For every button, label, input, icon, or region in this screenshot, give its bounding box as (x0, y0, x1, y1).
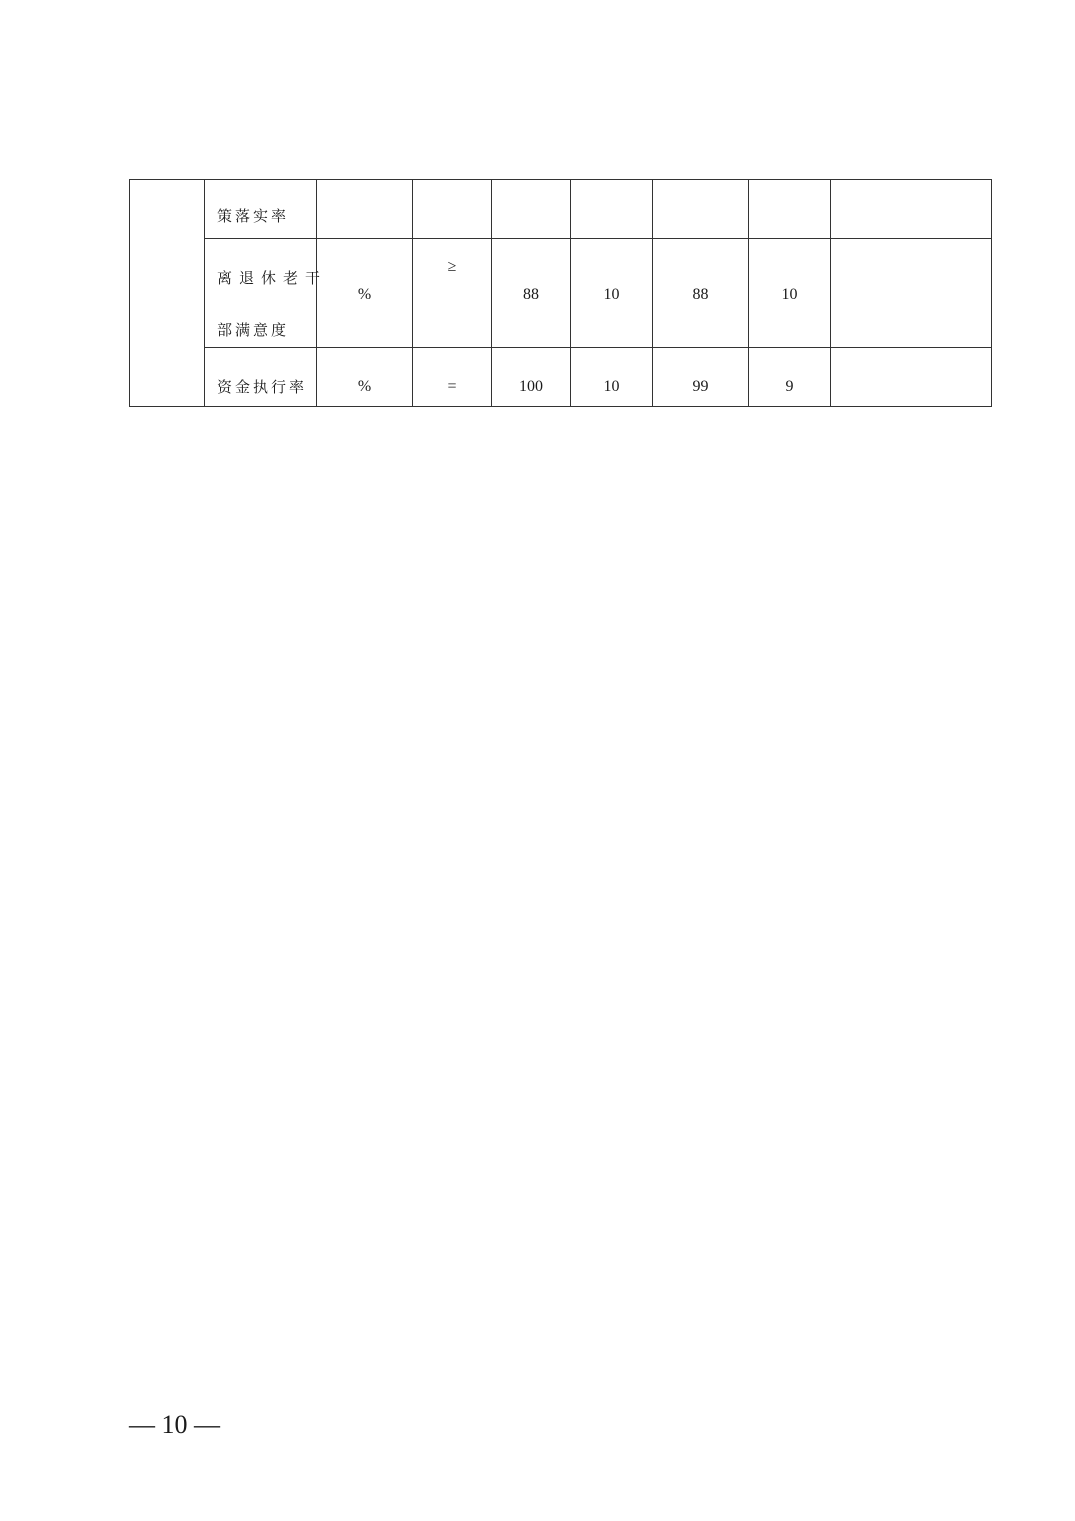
actual-cell (653, 180, 749, 239)
indicator-name: 资金执行率 (217, 378, 308, 396)
indicator-name-line-1: 离退休老干 (217, 269, 328, 287)
operator-cell (413, 239, 492, 348)
target-value: 100 (519, 378, 543, 395)
unit-value: % (357, 286, 372, 303)
score-cell (749, 348, 831, 407)
score-cell (749, 239, 831, 348)
actual-value: 99 (692, 378, 709, 395)
weight-cell (571, 180, 653, 239)
indicator-name: 策落实率 (217, 207, 290, 225)
actual-value: 88 (692, 286, 709, 303)
category-cell (130, 180, 205, 407)
unit-cell (317, 180, 413, 239)
indicator-name-cell (205, 348, 317, 407)
actual-cell (653, 239, 749, 348)
weight-value: 10 (603, 378, 620, 395)
score-cell (749, 180, 831, 239)
actual-cell (653, 348, 749, 407)
operator-cell (413, 348, 492, 407)
target-cell (492, 348, 571, 407)
unit-cell (317, 239, 413, 348)
score-value: 10 (781, 286, 798, 303)
indicator-name-cell (205, 239, 328, 348)
operator-cell (413, 180, 492, 239)
table-row (130, 180, 992, 239)
note-cell (831, 239, 992, 348)
score-value: 9 (785, 378, 794, 395)
table-row (130, 239, 992, 348)
unit-value: % (357, 378, 372, 395)
operator-value: ≥ (447, 258, 457, 275)
indicator-name-cell (205, 180, 317, 239)
target-value: 88 (523, 286, 539, 303)
note-cell (831, 348, 992, 407)
operator-value: = (447, 378, 457, 395)
weight-cell (571, 239, 653, 348)
weight-cell (571, 348, 653, 407)
target-cell (492, 180, 571, 239)
target-cell (492, 239, 571, 348)
indicator-name-line-2: 部满意度 (217, 321, 290, 339)
performance-table (129, 179, 992, 407)
unit-cell (317, 348, 413, 407)
note-cell (831, 180, 992, 239)
weight-value: 10 (603, 286, 620, 303)
table-row (130, 348, 992, 407)
page-number: — 10 — (129, 1410, 220, 1439)
